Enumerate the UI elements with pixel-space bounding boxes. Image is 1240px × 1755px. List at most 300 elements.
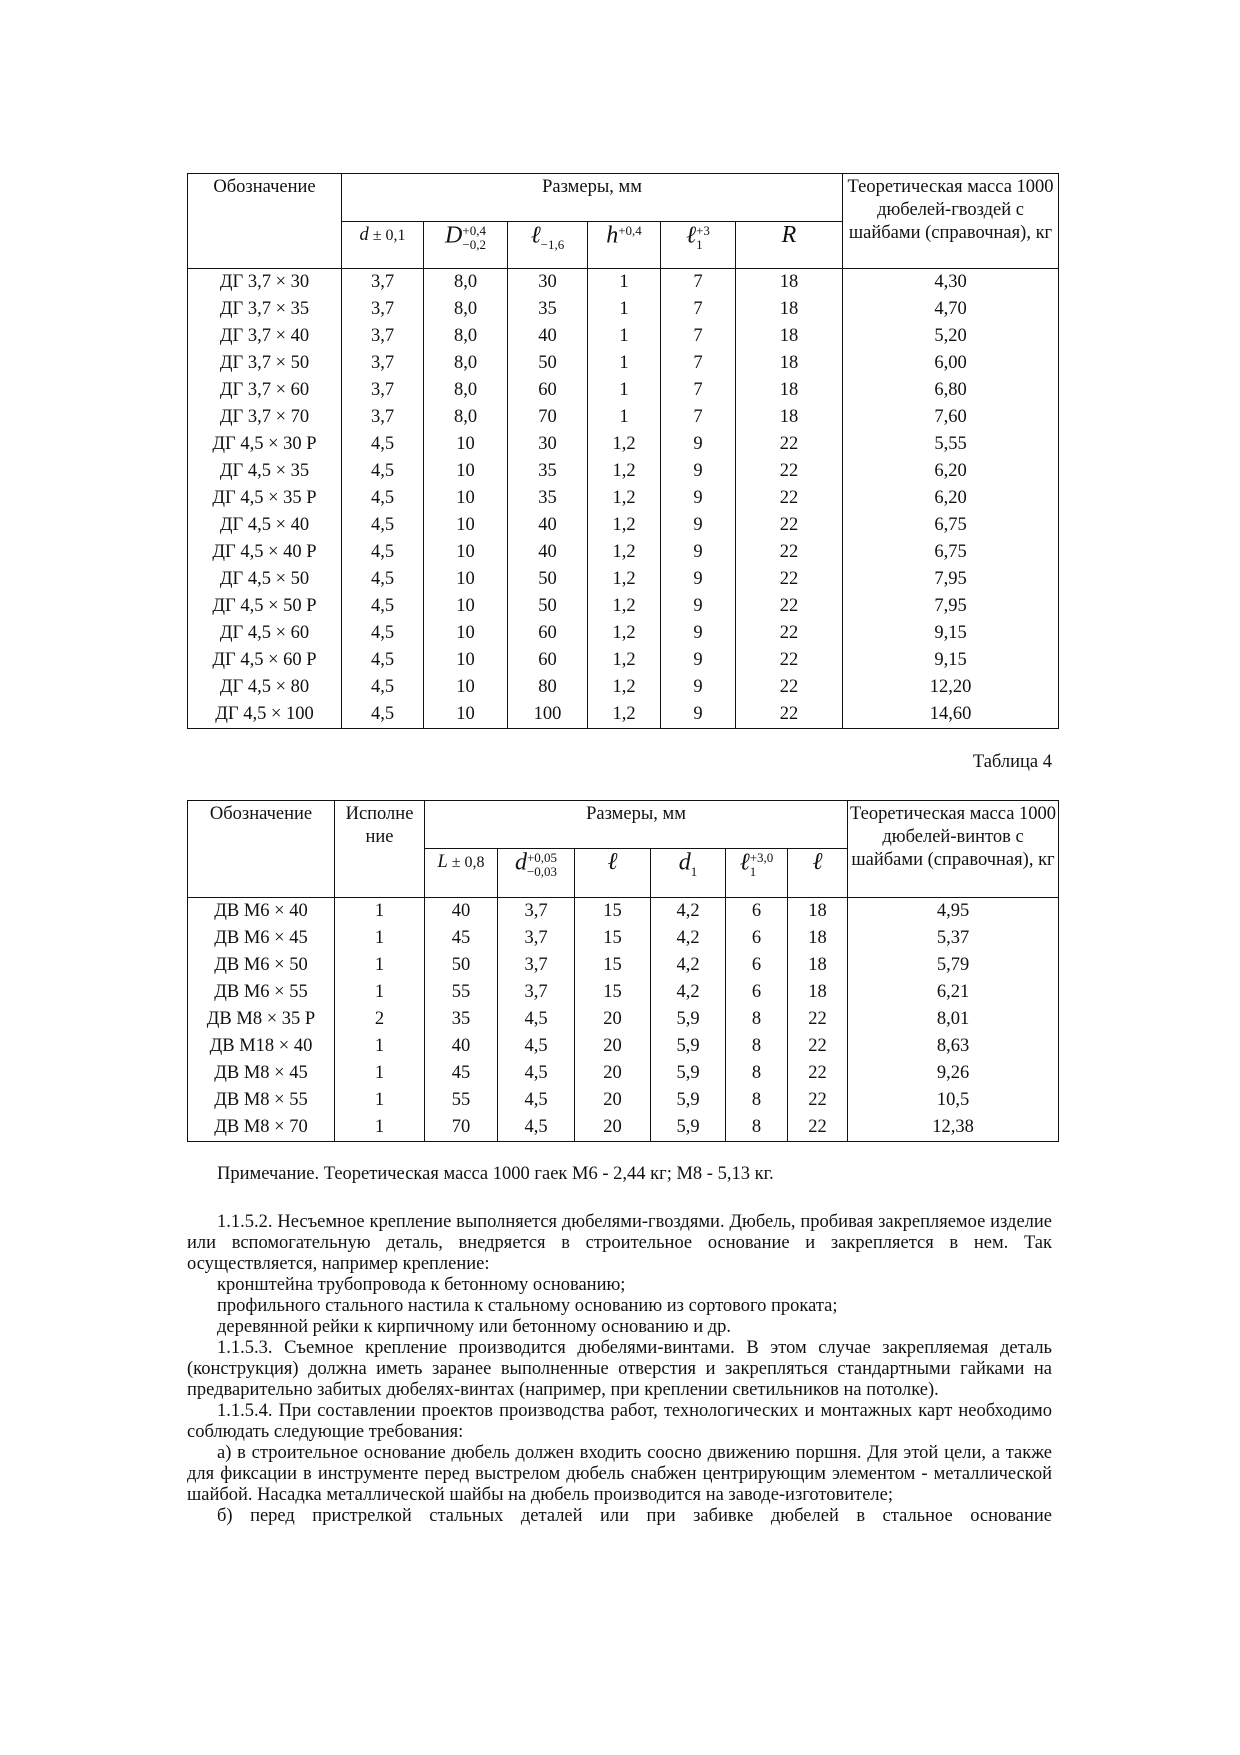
- symbol: ℓ: [686, 222, 697, 249]
- cell-designation: ДВ М18 × 40: [188, 1033, 335, 1060]
- cell-value: 3,7: [498, 952, 575, 979]
- paragraph: профильного стального настила к стальному основанию из сортового проката;: [217, 1296, 838, 1316]
- cell-designation: ДГ 4,5 × 80: [188, 674, 342, 701]
- cell-value: 22: [736, 458, 843, 485]
- table-row: [188, 674, 1059, 701]
- table-row: [188, 898, 1059, 926]
- cell-value: 50: [508, 566, 588, 593]
- cell-value: 6,20: [843, 485, 1059, 512]
- cell-value: 9: [661, 485, 736, 512]
- cell-value: 3,7: [342, 350, 424, 377]
- cell-value: 4,5: [342, 539, 424, 566]
- header-sizes: Размеры, мм: [425, 801, 848, 849]
- cell-designation: ДГ 3,7 × 50: [188, 350, 342, 377]
- cell-value: 30: [508, 431, 588, 458]
- table-row: [188, 458, 1059, 485]
- cell-value: 7: [661, 350, 736, 377]
- cell-value: 8: [726, 1087, 788, 1114]
- cell-designation: ДГ 4,5 × 40 Р: [188, 539, 342, 566]
- cell-value: 4,5: [342, 566, 424, 593]
- cell-value: 8,63: [848, 1033, 1059, 1060]
- tolerance-lower: 1: [696, 237, 703, 252]
- cell-value: 30: [508, 269, 588, 297]
- cell-value: 35: [508, 296, 588, 323]
- cell-value: 40: [425, 1033, 498, 1060]
- cell-value: 1: [335, 1033, 425, 1060]
- tolerance-upper: [691, 851, 698, 865]
- cell-value: 4,5: [342, 431, 424, 458]
- cell-value: 10: [424, 674, 508, 701]
- cell-designation: ДГ 4,5 × 50 Р: [188, 593, 342, 620]
- symbol: ℓ: [812, 849, 823, 875]
- tolerance-upper: [541, 224, 565, 238]
- cell-value: 22: [788, 1114, 848, 1142]
- cell-value: 22: [736, 674, 843, 701]
- cell-designation: ДВ М6 × 50: [188, 952, 335, 979]
- cell-value: 1: [335, 952, 425, 979]
- cell-value: 18: [788, 898, 848, 926]
- cell-designation: ДВ М8 × 55: [188, 1087, 335, 1114]
- cell-value: 6,80: [843, 377, 1059, 404]
- cell-value: 45: [425, 925, 498, 952]
- cell-value: 22: [736, 647, 843, 674]
- symbol: h: [606, 222, 619, 249]
- table-row: [188, 1006, 1059, 1033]
- cell-value: 7,95: [843, 566, 1059, 593]
- cell-value: 7: [661, 296, 736, 323]
- table-row: [188, 1087, 1059, 1114]
- cell-value: 4,70: [843, 296, 1059, 323]
- cell-value: 8,0: [424, 377, 508, 404]
- cell-value: 1,2: [588, 566, 661, 593]
- paragraph: 1.1.5.2. Несъемное крепление выполняется дюбелями-гвоздями. Дюбель, пробивая закрепляемое изделие или вспомогательную деталь, внедряется в строительное основание и закрепляется в нем. Так осуществляется, например крепление:: [187, 1212, 1052, 1274]
- cell-value: 22: [788, 1033, 848, 1060]
- header-designation: Обозначение: [188, 801, 335, 898]
- cell-value: 18: [736, 323, 843, 350]
- cell-value: 1: [335, 1060, 425, 1087]
- cell-value: 9: [661, 620, 736, 647]
- cell-value: 3,7: [498, 898, 575, 926]
- cell-value: 1: [588, 296, 661, 323]
- cell-value: 50: [508, 593, 588, 620]
- header-col-symbol: [425, 849, 498, 898]
- header-col-symbol: [508, 222, 588, 269]
- symbol: d: [359, 225, 369, 245]
- header-col-symbol: [424, 222, 508, 269]
- table-row: [188, 377, 1059, 404]
- cell-value: 18: [788, 952, 848, 979]
- cell-value: 10: [424, 485, 508, 512]
- cell-value: 8,0: [424, 296, 508, 323]
- cell-value: 9,26: [848, 1060, 1059, 1087]
- cell-value: 35: [425, 1006, 498, 1033]
- cell-value: 55: [425, 1087, 498, 1114]
- cell-value: 20: [575, 1060, 651, 1087]
- cell-designation: ДВ М6 × 45: [188, 925, 335, 952]
- cell-value: 18: [736, 350, 843, 377]
- cell-value: 3,7: [342, 377, 424, 404]
- cell-value: 15: [575, 952, 651, 979]
- cell-designation: ДВ М6 × 55: [188, 979, 335, 1006]
- cell-value: 22: [788, 1087, 848, 1114]
- cell-designation: ДГ 4,5 × 30 Р: [188, 431, 342, 458]
- header-col-symbol: [788, 849, 848, 898]
- cell-value: 4,5: [498, 1114, 575, 1142]
- cell-value: 1: [588, 323, 661, 350]
- cell-value: 4,2: [651, 898, 726, 926]
- table-row: [188, 269, 1059, 297]
- cell-value: 8,0: [424, 323, 508, 350]
- symbol: R: [781, 222, 797, 248]
- tolerance: [541, 224, 565, 252]
- cell-value: 6,00: [843, 350, 1059, 377]
- cell-designation: ДВ М8 × 70: [188, 1114, 335, 1142]
- cell-value: 35: [508, 485, 588, 512]
- cell-value: 40: [508, 539, 588, 566]
- table-row: [188, 647, 1059, 674]
- cell-designation: ДГ 3,7 × 30: [188, 269, 342, 297]
- tolerance: [696, 224, 710, 252]
- table-row: [188, 566, 1059, 593]
- header-col-symbol: [588, 222, 661, 269]
- table-row: [188, 593, 1059, 620]
- cell-value: 12,20: [843, 674, 1059, 701]
- cell-value: 18: [736, 296, 843, 323]
- cell-designation: ДГ 4,5 × 60: [188, 620, 342, 647]
- cell-designation: ДГ 4,5 × 35: [188, 458, 342, 485]
- cell-value: 6,20: [843, 458, 1059, 485]
- cell-value: 1: [335, 1114, 425, 1142]
- tolerance-lower: 1: [690, 864, 698, 879]
- table-row: [188, 1060, 1059, 1087]
- cell-value: 35: [508, 458, 588, 485]
- table-row: [188, 431, 1059, 458]
- cell-designation: ДГ 4,5 × 35 Р: [188, 485, 342, 512]
- tolerance-upper: +0,4: [462, 223, 486, 238]
- cell-value: 22: [736, 620, 843, 647]
- cell-value: 2: [335, 1006, 425, 1033]
- cell-value: 50: [425, 952, 498, 979]
- table-row: [188, 539, 1059, 566]
- tolerance-upper: +3,0: [749, 850, 774, 865]
- cell-value: 40: [508, 323, 588, 350]
- cell-value: 18: [736, 404, 843, 431]
- cell-value: 7: [661, 269, 736, 297]
- tolerance-lower: −0,2: [462, 237, 486, 252]
- cell-value: 1: [335, 1087, 425, 1114]
- cell-value: 4,5: [342, 458, 424, 485]
- tolerance-lower: −0,03: [526, 864, 558, 879]
- cell-value: 7: [661, 377, 736, 404]
- paragraph: а) в строительное основание дюбель должен входить соосно движению поршня. Для этой цели, а также для фиксации в инструменте перед выстрелом дюбель снабжен центрирующим элементом - металлической шайбой. Насадка металлической шайбы на дюбель производится на заводе-изготовителе;: [187, 1443, 1052, 1505]
- table-4-screw-dowels: [187, 800, 1059, 1142]
- cell-value: 6,21: [848, 979, 1059, 1006]
- cell-value: 18: [788, 979, 848, 1006]
- table-row: [188, 323, 1059, 350]
- tolerance-upper: +3: [696, 223, 710, 238]
- cell-value: 6,75: [843, 512, 1059, 539]
- cell-value: 3,7: [342, 269, 424, 297]
- cell-value: 5,37: [848, 925, 1059, 952]
- cell-designation: ДВ М6 × 40: [188, 898, 335, 926]
- table-row: [188, 701, 1059, 729]
- tolerance: ± 0,1: [368, 227, 406, 244]
- header-col-symbol: [661, 222, 736, 269]
- body-text: [187, 1212, 1052, 1527]
- header-sizes: Размеры, мм: [342, 174, 843, 222]
- tolerance-lower: −1,6: [540, 237, 565, 252]
- table-row: [188, 925, 1059, 952]
- cell-value: 14,60: [843, 701, 1059, 729]
- cell-value: 4,2: [651, 952, 726, 979]
- cell-value: 8,0: [424, 404, 508, 431]
- cell-value: 4,5: [498, 1087, 575, 1114]
- tolerance: [691, 851, 698, 879]
- cell-designation: ДГ 4,5 × 40: [188, 512, 342, 539]
- cell-value: 45: [425, 1060, 498, 1087]
- header-mass: Теоретическая масса 1000 дюбелей-гвоздей с шайбами (справочная), кг: [843, 174, 1059, 269]
- tolerance: [750, 851, 774, 879]
- paragraph: 1.1.5.4. При составлении проектов производства работ, технологических и монтажных карт необходимо соблюдать следующие требования:: [187, 1401, 1052, 1442]
- cell-value: 20: [575, 1006, 651, 1033]
- cell-designation: ДГ 3,7 × 60: [188, 377, 342, 404]
- cell-value: 9: [661, 701, 736, 729]
- cell-value: 1,2: [588, 512, 661, 539]
- header-col-symbol: [726, 849, 788, 898]
- table-row: [188, 1114, 1059, 1142]
- cell-value: 1: [588, 269, 661, 297]
- cell-value: 1: [335, 898, 425, 926]
- header-col-symbol: [651, 849, 726, 898]
- cell-value: 8: [726, 1033, 788, 1060]
- cell-value: 10: [424, 431, 508, 458]
- cell-value: 100: [508, 701, 588, 729]
- cell-value: 20: [575, 1087, 651, 1114]
- cell-value: 6: [726, 898, 788, 926]
- cell-value: 5,9: [651, 1006, 726, 1033]
- cell-value: 60: [508, 620, 588, 647]
- cell-value: 4,5: [342, 485, 424, 512]
- cell-value: 9,15: [843, 620, 1059, 647]
- tolerance-upper: +0,4: [618, 223, 642, 238]
- cell-value: 1,2: [588, 620, 661, 647]
- tolerance: [618, 224, 642, 252]
- table-row: [188, 620, 1059, 647]
- cell-value: 4,5: [342, 701, 424, 729]
- cell-value: 10: [424, 593, 508, 620]
- table-3-nail-dowels: [187, 173, 1059, 729]
- cell-value: 3,7: [342, 323, 424, 350]
- table-row: [188, 404, 1059, 431]
- cell-value: 55: [425, 979, 498, 1006]
- cell-value: 10: [424, 539, 508, 566]
- cell-value: 10: [424, 566, 508, 593]
- cell-value: 9: [661, 593, 736, 620]
- symbol: ℓ: [607, 849, 618, 875]
- note: Примечание. Теоретическая масса 1000 гаек М6 - 2,44 кг; М8 - 5,13 кг.: [217, 1164, 774, 1184]
- cell-designation: ДГ 4,5 × 60 Р: [188, 647, 342, 674]
- cell-value: 10,5: [848, 1087, 1059, 1114]
- cell-value: 3,7: [342, 404, 424, 431]
- cell-value: 1: [588, 404, 661, 431]
- cell-value: 4,5: [342, 620, 424, 647]
- cell-value: 4,5: [342, 593, 424, 620]
- table-row: [188, 485, 1059, 512]
- tolerance-upper: +0,05: [526, 850, 558, 865]
- cell-value: 10: [424, 647, 508, 674]
- cell-value: 20: [575, 1033, 651, 1060]
- cell-value: 80: [508, 674, 588, 701]
- table-row: [188, 979, 1059, 1006]
- cell-value: 4,5: [498, 1060, 575, 1087]
- cell-value: 18: [736, 269, 843, 297]
- cell-value: 7: [661, 323, 736, 350]
- cell-value: 7: [661, 404, 736, 431]
- symbol: d: [678, 849, 691, 876]
- cell-value: 7,95: [843, 593, 1059, 620]
- cell-value: 1,2: [588, 539, 661, 566]
- cell-value: 22: [736, 512, 843, 539]
- cell-value: 9: [661, 431, 736, 458]
- cell-value: 18: [788, 925, 848, 952]
- header-col-symbol: [575, 849, 651, 898]
- tolerance-lower: [618, 238, 642, 252]
- cell-value: 3,7: [342, 296, 424, 323]
- cell-value: 7,60: [843, 404, 1059, 431]
- cell-value: 22: [736, 431, 843, 458]
- cell-value: 5,20: [843, 323, 1059, 350]
- cell-value: 3,7: [498, 925, 575, 952]
- cell-value: 4,5: [498, 1033, 575, 1060]
- paragraph: 1.1.5.3. Съемное крепление производится дюбелями-винтами. В этом случае закрепляемая деталь (конструкция) должна иметь заранее выполненные отверстия и закрепляться стандартными гайками на предварительно забитых дюбелях-винтах (например, при креплении светильников на потолке).: [187, 1338, 1052, 1400]
- tolerance: [527, 851, 557, 879]
- cell-designation: ДГ 4,5 × 50: [188, 566, 342, 593]
- cell-designation: ДГ 3,7 × 70: [188, 404, 342, 431]
- symbol: D: [445, 222, 463, 249]
- table-caption: Таблица 4: [972, 752, 1052, 772]
- cell-value: 8: [726, 1114, 788, 1142]
- cell-designation: ДВ М8 × 45: [188, 1060, 335, 1087]
- cell-value: 40: [425, 898, 498, 926]
- cell-value: 5,9: [651, 1114, 726, 1142]
- cell-value: 15: [575, 979, 651, 1006]
- cell-value: 4,5: [342, 647, 424, 674]
- cell-value: 10: [424, 458, 508, 485]
- cell-value: 22: [788, 1006, 848, 1033]
- cell-value: 22: [736, 701, 843, 729]
- table-row: [188, 350, 1059, 377]
- cell-value: 9: [661, 512, 736, 539]
- cell-value: 5,9: [651, 1087, 726, 1114]
- header-mass: Теоретическая масса 1000 дюбелей-винтов с шайбами (справочная), кг: [848, 801, 1059, 898]
- header-col-symbol: [498, 849, 575, 898]
- cell-value: 22: [788, 1060, 848, 1087]
- cell-value: 18: [736, 377, 843, 404]
- header-col-symbol: [736, 222, 843, 269]
- cell-value: 6: [726, 952, 788, 979]
- cell-value: 9: [661, 539, 736, 566]
- header-designation: Обозначение: [188, 174, 342, 269]
- header-col-symbol: [342, 222, 424, 269]
- header-execution: Исполне ние: [335, 801, 425, 898]
- cell-value: 40: [508, 512, 588, 539]
- symbol: ℓ: [530, 222, 541, 249]
- table-row: [188, 296, 1059, 323]
- cell-value: 70: [508, 404, 588, 431]
- cell-value: 22: [736, 539, 843, 566]
- cell-value: 5,55: [843, 431, 1059, 458]
- cell-value: 8: [726, 1006, 788, 1033]
- paragraph: б) перед пристрелкой стальных деталей или при забивке дюбелей в стальное основание: [217, 1506, 1052, 1526]
- cell-value: 3,7: [498, 979, 575, 1006]
- cell-value: 4,2: [651, 979, 726, 1006]
- table-row: [188, 952, 1059, 979]
- cell-value: 8: [726, 1060, 788, 1087]
- cell-value: 6: [726, 979, 788, 1006]
- cell-value: 9: [661, 647, 736, 674]
- tolerance: ± 0,8: [447, 854, 485, 871]
- tolerance-lower: 1: [749, 864, 757, 879]
- cell-value: 4,95: [848, 898, 1059, 926]
- cell-value: 4,5: [342, 674, 424, 701]
- cell-designation: ДВ М8 × 35 Р: [188, 1006, 335, 1033]
- cell-value: 22: [736, 593, 843, 620]
- cell-value: 8,01: [848, 1006, 1059, 1033]
- cell-value: 6: [726, 925, 788, 952]
- cell-value: 1,2: [588, 431, 661, 458]
- cell-designation: ДГ 3,7 × 35: [188, 296, 342, 323]
- cell-value: 4,2: [651, 925, 726, 952]
- cell-value: 5,9: [651, 1060, 726, 1087]
- cell-value: 4,30: [843, 269, 1059, 297]
- cell-value: 1,2: [588, 647, 661, 674]
- table-row: [188, 512, 1059, 539]
- cell-value: 1,2: [588, 674, 661, 701]
- table-row: [188, 1033, 1059, 1060]
- cell-value: 6,75: [843, 539, 1059, 566]
- cell-value: 1,2: [588, 458, 661, 485]
- symbol: ℓ: [739, 849, 750, 876]
- cell-value: 1: [335, 925, 425, 952]
- cell-value: 20: [575, 1114, 651, 1142]
- cell-value: 5,79: [848, 952, 1059, 979]
- cell-value: 9: [661, 566, 736, 593]
- paragraph: кронштейна трубопровода к бетонному основанию;: [217, 1275, 626, 1295]
- cell-value: 15: [575, 898, 651, 926]
- cell-value: 8,0: [424, 269, 508, 297]
- cell-value: 9: [661, 458, 736, 485]
- cell-designation: ДГ 4,5 × 100: [188, 701, 342, 729]
- cell-value: 22: [736, 485, 843, 512]
- cell-value: 4,5: [342, 512, 424, 539]
- symbol: d: [514, 849, 527, 876]
- cell-value: 8,0: [424, 350, 508, 377]
- cell-value: 1: [588, 350, 661, 377]
- cell-value: 70: [425, 1114, 498, 1142]
- cell-value: 1: [588, 377, 661, 404]
- cell-value: 10: [424, 620, 508, 647]
- cell-value: 60: [508, 647, 588, 674]
- paragraph: деревянной рейки к кирпичному или бетонному основанию и др.: [217, 1317, 732, 1337]
- cell-value: 10: [424, 701, 508, 729]
- cell-value: 12,38: [848, 1114, 1059, 1142]
- cell-value: 9,15: [843, 647, 1059, 674]
- cell-value: 1,2: [588, 701, 661, 729]
- cell-value: 50: [508, 350, 588, 377]
- cell-value: 22: [736, 566, 843, 593]
- cell-value: 60: [508, 377, 588, 404]
- tolerance: [462, 224, 486, 252]
